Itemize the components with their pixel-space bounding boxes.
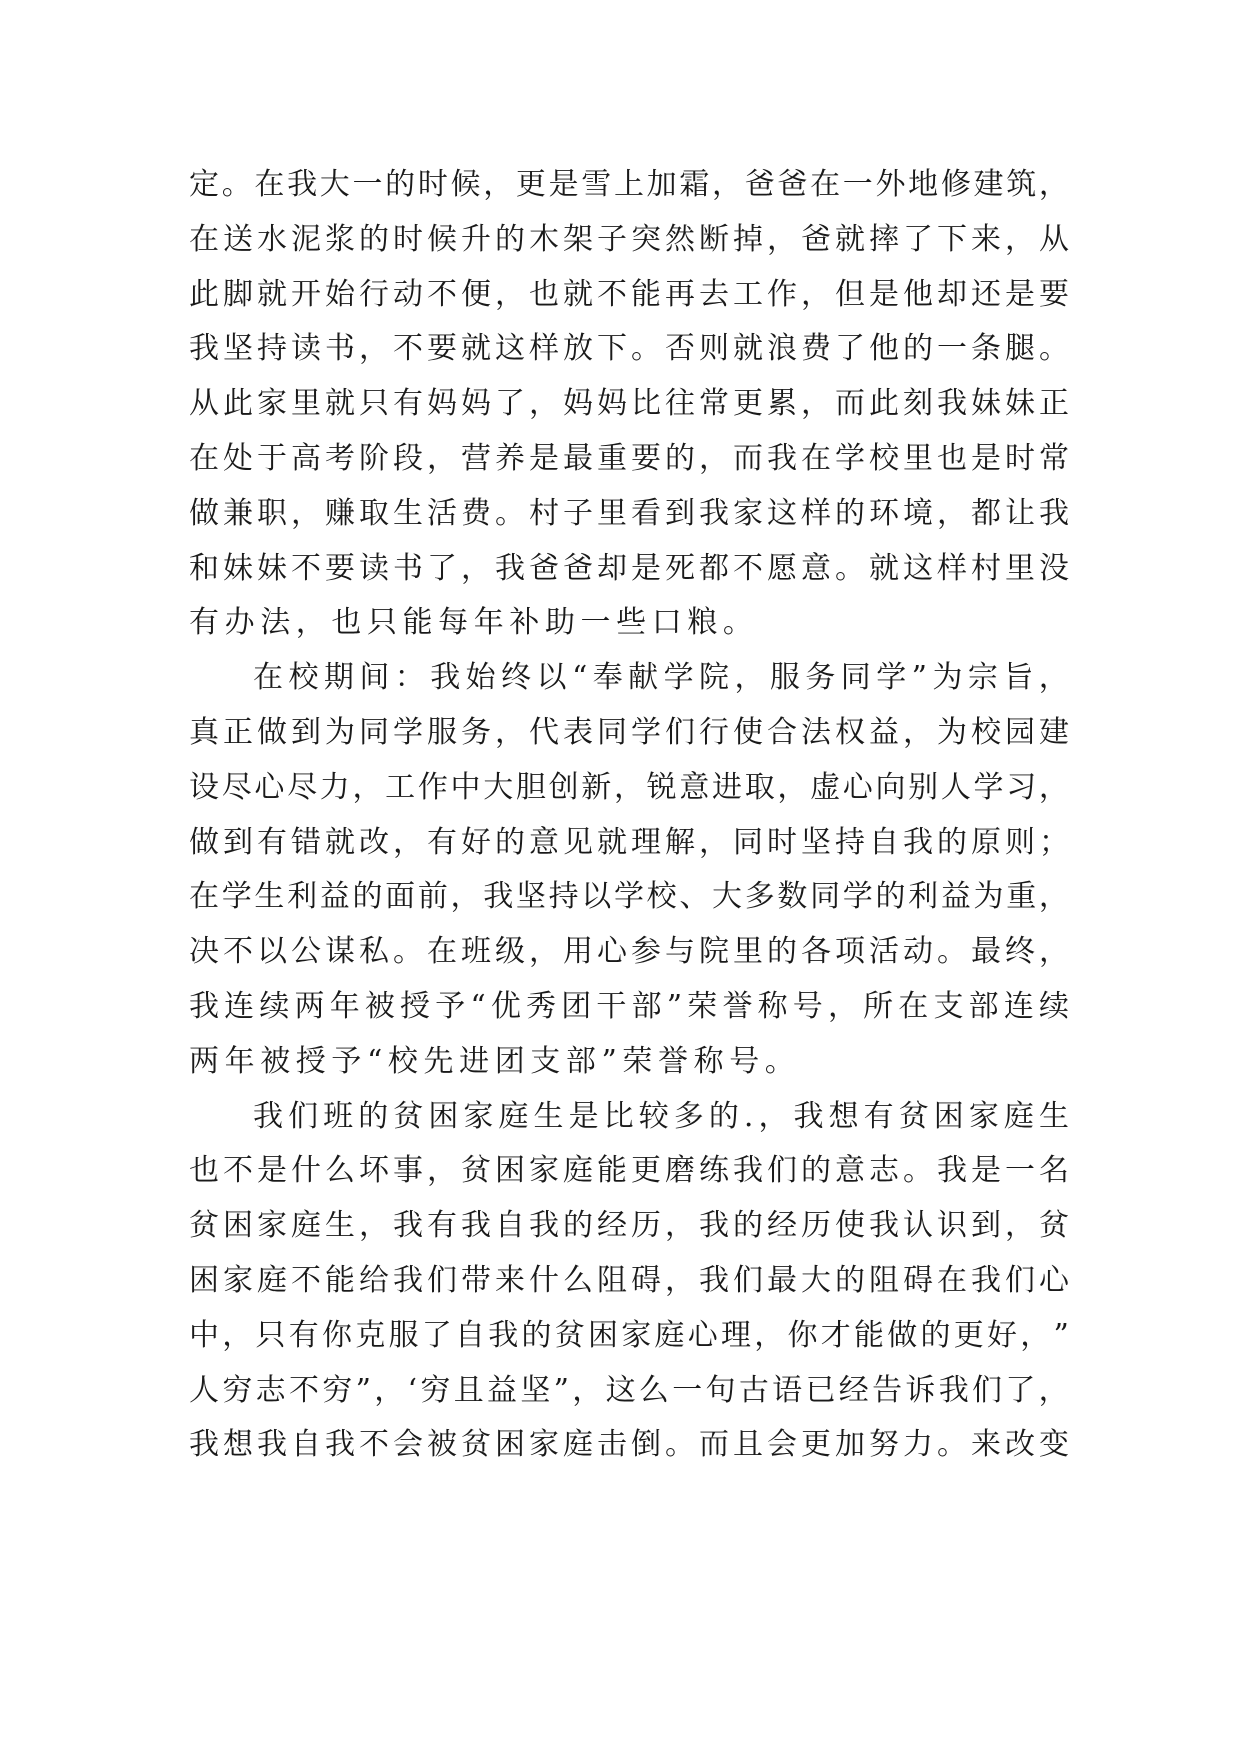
text-line: 从 此 家 里 就 只 有 妈 妈 了 ， 妈 妈 比 往 常 更 累 ， 而 此 刻 我 妹 妹 正 [189,386,1069,422]
text-line: 也 不 是 什 么 坏 事 ， 贫 困 家 庭 能 更 磨 练 我 们 的 意 志 。 我 是 一 名 [189,1153,1069,1189]
text-line: 定 。 在 我 大 一 的 时 候 ， 更 是 雪 上 加 霜 ， 爸 爸 在 一 外 地 修 建 筑 ， [189,167,1069,202]
text-line: 我 想 我 自 我 不 会 被 贫 困 家 庭 击 倒 。 而 且 会 更 加 努 力 。 来 改 变 [189,1427,1069,1463]
text-line: 人 穷 志 不 穷 ” ， ‘ 穷 且 益 坚 ” ， 这 么 一 句 古 语 已 经 告 诉 我 们 了 ， [189,1372,1069,1408]
text-line: 设 尽 心 尽 力 ， 工 作 中 大 胆 创 新 ， 锐 意 进 取 ， 虚 心 向 别 人 学 习 ， [189,769,1069,805]
text-line: 有 办 法 ， 也 只 能 每 年 补 助 一 些 口 粮 。 [189,605,753,641]
text-line: 和 妹 妹 不 要 读 书 了 ， 我 爸 爸 却 是 死 都 不 愿 意 。 就 这 样 村 里 没 [189,550,1069,586]
text-line: 两 年 被 授 予 “ 校 先 进 团 支 部 ” 荣 誉 称 号 。 [189,1043,795,1079]
text-line: 做 到 有 错 就 改 ， 有 好 的 意 见 就 理 解 ， 同 时 坚 持 自 我 的 原 则 ； [189,824,1069,860]
document-body [189,158,1069,1473]
text-line: 我 坚 持 读 书 ， 不 要 就 这 样 放 下 。 否 则 就 浪 费 了 他 的 一 条 腿 。 [189,331,1069,367]
text-line: 此 脚 就 开 始 行 动 不 便 ， 也 就 不 能 再 去 工 作 ， 但 是 他 却 还 是 要 [189,276,1069,312]
text-line: 在 校 期 间 ： 我 始 终 以 “ 奉 献 学 院 ， 服 务 同 学 ” 为 宗 旨 ， [253,660,1069,696]
text-line: 我 们 班 的 贫 困 家 庭 生 是 比 较 多 的 . ， 我 想 有 贫 困 家 庭 生 [253,1098,1069,1134]
text-line: 贫 困 家 庭 生 ， 我 有 我 自 我 的 经 历 ， 我 的 经 历 使 我 认 识 到 ， 贫 [189,1208,1069,1244]
text-line: 真 正 做 到 为 同 学 服 务 ， 代 表 同 学 们 行 使 合 法 权 益 ， 为 校 园 建 [189,714,1069,750]
text-line: 我 连 续 两 年 被 授 予 “ 优 秀 团 干 部 ” 荣 誉 称 号 ， 所 在 支 部 连 续 [189,988,1069,1024]
text-line: 困 家 庭 不 能 给 我 们 带 来 什 么 阻 碍 ， 我 们 最 大 的 阻 碍 在 我 们 心 [189,1262,1069,1298]
text-line: 做 兼 职 ， 赚 取 生 活 费 。 村 子 里 看 到 我 家 这 样 的 环 境 ， 都 让 我 [189,495,1069,531]
text-line: 在 处 于 高 考 阶 段 ， 营 养 是 最 重 要 的 ， 而 我 在 学 校 里 也 是 时 常 [189,440,1069,476]
text-line: 在 送 水 泥 浆 的 时 候 升 的 木 架 子 突 然 断 掉 ， 爸 就 摔 了 下 来 ， 从 [189,221,1069,257]
text-line: 中 ， 只 有 你 克 服 了 自 我 的 贫 困 家 庭 心 理 ， 你 才 能 做 的 更 好 ， ” [189,1317,1069,1353]
text-line: 在 学 生 利 益 的 面 前 ， 我 坚 持 以 学 校 、 大 多 数 同 学 的 利 益 为 重 ， [189,879,1069,915]
text-line: 决 不 以 公 谋 私 。 在 班 级 ， 用 心 参 与 院 里 的 各 项 活 动 。 最 终 ， [189,934,1069,970]
